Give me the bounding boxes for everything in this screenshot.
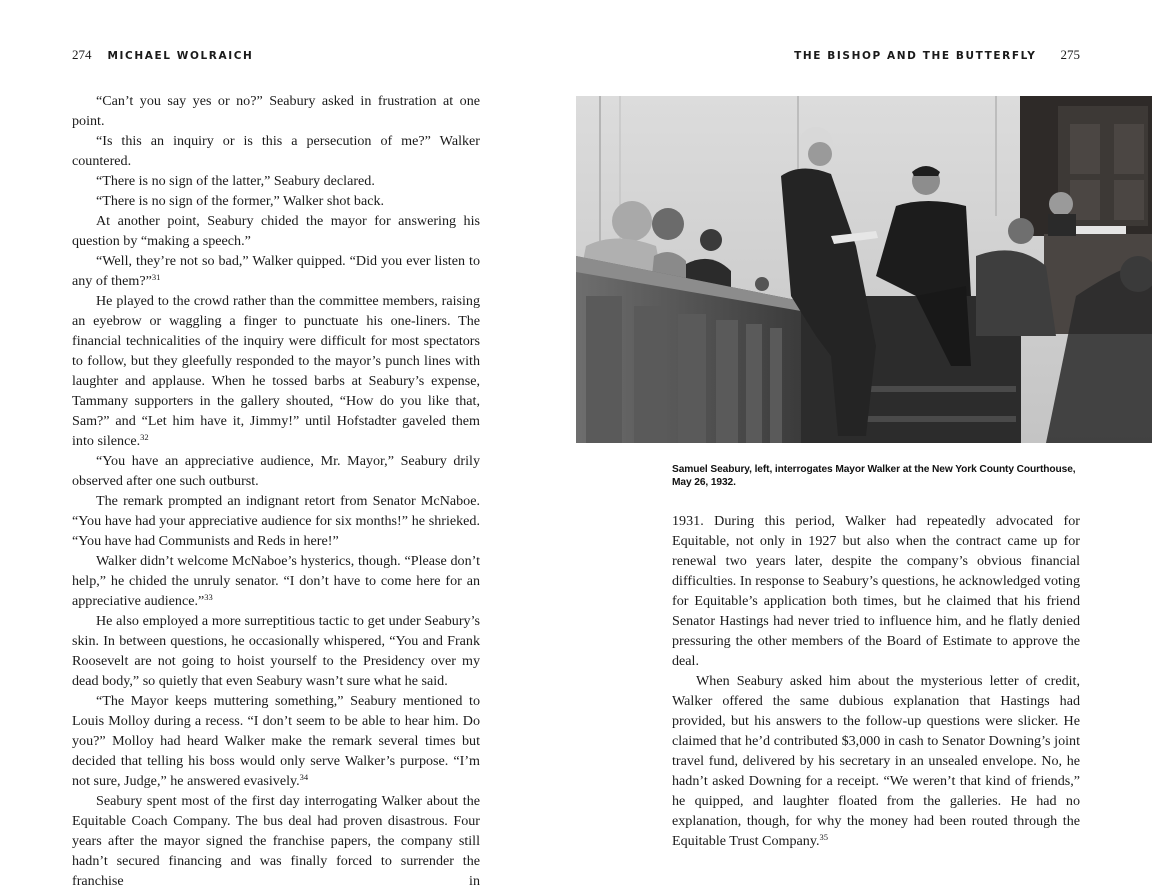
paragraph: Walker didn’t welcome McNaboe’s hysterics, though. “Please don’t help,” he chided the unruly senator. “I don’t have to come here for an appreciative audience.”$^{33}$ [72, 553, 480, 609]
paragraph: The remark prompted an indignant retort from Senator McNaboe. “You have had your appreciative audience for six months!” he shrieked. “You have had Communists and Reds in here!” [72, 493, 480, 549]
author-name: MICHAEL WOLRAICH [107, 50, 254, 62]
page-number: 274 [72, 47, 92, 62]
paragraph: “Well, they’re not so bad,” Walker quipped. “Did you ever listen to any of them?”$^{31}$ [72, 253, 480, 289]
paragraph: Seabury spent most of the first day interrogating Walker about the Equitable Coach Company. The bus deal had proven disastrous. Four years after the mayor signed the franchise papers, the company still hadn’t secured financing and was finally forced to surrender the franchise in [72, 793, 480, 889]
footnote-ref: 33 [204, 592, 213, 602]
footnote-ref: 32 [140, 432, 149, 442]
paragraph: “You have an appreciative audience, Mr. Mayor,” Seabury drily observed after one such outburst. [72, 453, 480, 489]
paragraph: “There is no sign of the latter,” Seabury declared. [96, 173, 375, 189]
paragraph: “There is no sign of the former,” Walker shot back. [96, 193, 385, 209]
paragraph: “The Mayor keeps muttering something,” Seabury mentioned to Louis Molloy during a recess. “I don’t seem to be able to hear him. Do you?” Molloy had heard Walker make the remark several times but decided that telling his boss would only serve Walker’s purpose. “I’m not sure, Judge,” he answered evasively.$^{34}$ [72, 693, 480, 789]
paragraph: He also employed a more surreptitious tactic to get under Seabury’s skin. In between questions, he occasionally whispered, “You and Frank Roosevelt are not going to hoist yourself to the Presidency over my dead body,” so quietly that even Seabury wasn’t sure what he said. [72, 613, 480, 689]
running-head-left [72, 47, 253, 63]
paragraph: He played to the crowd rather than the committee members, raising an eyebrow or waggling a finger to punctuate his one-liners. The financial technicalities of the inquiry were difficult for most spectators to follow, but they gleefully responded to the mayor’s punch lines with laughter and applause. When he tossed barbs at Seabury’s expense, Tammany supporters in the gallery shouted, “How do you like that, Sam?” and “Let him have it, Jimmy!” until Hofstadter gaveled them into silence.$^{32}$ [72, 293, 480, 449]
body-text-right [672, 511, 1080, 851]
page-number: 275 [1060, 47, 1080, 62]
paragraph: “Is this an inquiry or is this a persecution of me?” Walker countered. [72, 133, 480, 169]
paragraph: At another point, Seabury chided the mayor for answering his question by “making a speech.” [72, 213, 480, 249]
chapter-title: THE BISHOP AND THE BUTTERFLY [794, 50, 1037, 62]
photo-illustration [576, 96, 1152, 443]
paragraph: 1931. During this period, Walker had repeatedly advocated for Equitable, not only in 1927 but also when the contract came up for renewal two years later, despite the company’s obvious financial difficulties. In response to Seabury’s questions, he acknowledged voting for Equitable’s application both times, but he claimed that his friend Senator Hastings had never tried to influence him, and he flatly denied pressuring the other members of the Board of Estimate to approve the deal. [672, 513, 1080, 669]
running-head-right [794, 47, 1080, 63]
photo-caption: Samuel Seabury, left, interrogates Mayor Walker at the New York County Courthouse, May 26, 1932. [672, 464, 1076, 488]
footnote-ref: 35 [819, 832, 828, 842]
footnote-ref: 34 [299, 772, 309, 782]
left-page [0, 0, 576, 889]
footnote-ref: 31 [151, 272, 161, 282]
right-page [576, 0, 1152, 864]
paragraph: When Seabury asked him about the mysterious letter of credit, Walker offered the same dubious explanation that Hastings had provided, but his answers to the follow-up questions were slicker. He claimed that he’d contributed $3,000 in cash to Senator Downing’s joint travel fund, delivered by his secretary in an unsealed envelope. No, he hadn’t asked Downing for a receipt. “We weren’t that kind of friends,” he quipped, and laughter floated from the galleries. He had no explanation, though, for why the money had been routed through the Equitable Trust Company.$^{35}$ [672, 673, 1080, 849]
body-text-left [72, 91, 480, 891]
courtroom-photo [576, 96, 1152, 443]
paragraph: “Can’t you say yes or no?” Seabury asked in frustration at one point. [72, 93, 480, 129]
